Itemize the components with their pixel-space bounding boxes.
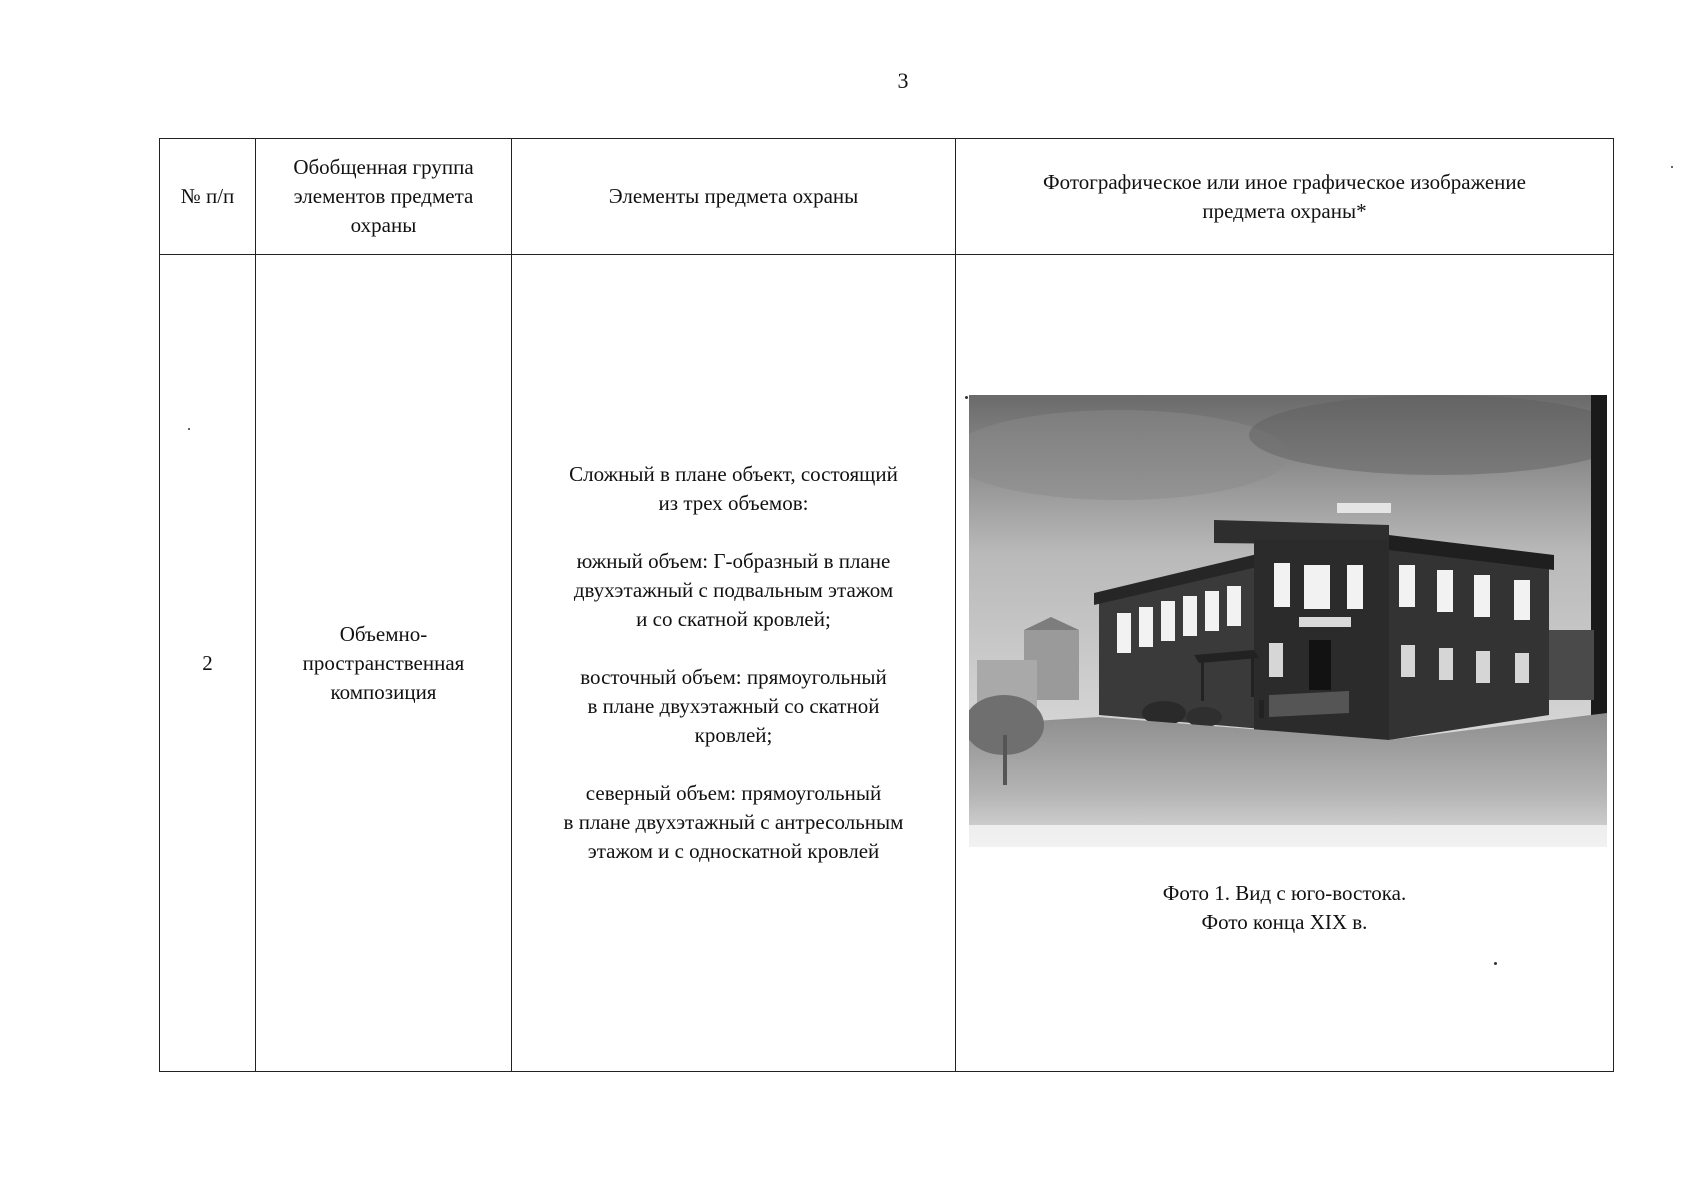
elements-line: этажом и с односкатной кровлей xyxy=(587,839,880,863)
elements-spacer xyxy=(520,750,947,779)
header-group-line: охраны xyxy=(350,213,417,237)
elements-spacer xyxy=(520,518,947,547)
photo-caption xyxy=(956,879,1613,937)
scan-speck xyxy=(965,396,968,399)
header-image-line: Фотографическое или иное графическое изображение xyxy=(1043,169,1526,194)
row-group-line: пространственная xyxy=(302,650,465,675)
elements-line: в плане двухэтажный со скатной xyxy=(587,694,880,718)
elements-line: Сложный в плане объект, состоящий xyxy=(569,462,898,486)
elements-line: в плане двухэтажный с антресольным xyxy=(563,810,904,834)
scan-speck xyxy=(188,428,190,430)
header-group xyxy=(256,139,512,255)
elements-line: северный объем: прямоугольный xyxy=(585,781,882,805)
row-group-line: композиция xyxy=(330,679,437,704)
row-number: 2 xyxy=(160,255,256,1072)
elements-line: восточный объем: прямоугольный xyxy=(580,665,887,689)
table-header-row xyxy=(160,139,1614,255)
row-photo xyxy=(956,255,1614,1072)
photo-caption-line: Фото конца XIX в. xyxy=(1201,910,1368,934)
photo-caption-line: Фото 1. Вид с юго-востока. xyxy=(1162,881,1407,905)
elements-line: из трех объемов: xyxy=(658,491,809,515)
elements-line: южный объем: Г-образный в плане xyxy=(576,549,891,573)
scan-speck xyxy=(1494,962,1497,965)
header-image xyxy=(956,139,1614,255)
historic-building-photo xyxy=(969,395,1607,847)
table-row xyxy=(160,255,1614,1072)
scan-speck xyxy=(1671,166,1673,168)
header-elements: Элементы предмета охраны xyxy=(512,139,956,255)
elements-spacer xyxy=(520,634,947,663)
row-group-line: Объемно- xyxy=(339,621,428,646)
row-elements xyxy=(512,255,956,1072)
elements-line: двухэтажный с подвальным этажом xyxy=(573,578,894,602)
header-number: № п/п xyxy=(160,139,256,255)
elements-line: кровлей; xyxy=(694,723,773,747)
row-group xyxy=(256,255,512,1072)
page-number: 3 xyxy=(897,68,909,93)
header-group-line: Обобщенная группа xyxy=(293,155,474,179)
header-image-line: предмета охраны* xyxy=(1202,198,1367,223)
protection-elements-table xyxy=(159,138,1614,1072)
header-group-line: элементов предмета xyxy=(293,184,474,208)
elements-line: и со скатной кровлей; xyxy=(636,607,831,631)
